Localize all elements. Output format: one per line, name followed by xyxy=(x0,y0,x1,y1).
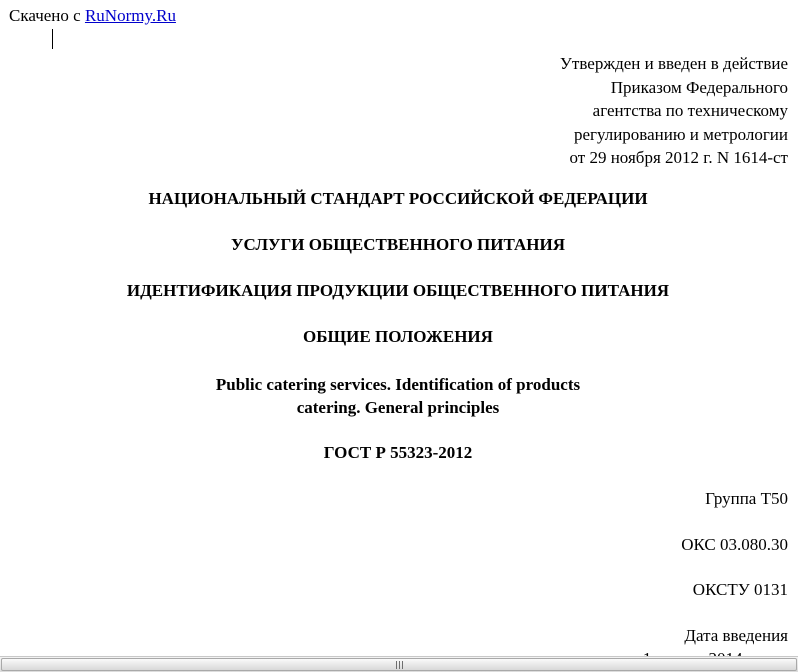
approval-line: регулированию и метрологии xyxy=(573,124,788,144)
general-provisions-title: ОБЩИЕ ПОЛОЖЕНИЯ xyxy=(303,327,493,346)
approval-line: Утвержден и введен в действие xyxy=(559,54,788,73)
services-title: УСЛУГИ ОБЩЕСТВЕННОГО ПИТАНИЯ xyxy=(231,235,565,254)
grip-icon xyxy=(396,661,405,669)
approval-line: агентства по техническому xyxy=(592,101,788,120)
horizontal-scrollbar[interactable] xyxy=(0,656,798,672)
oks-code: ОКС 03.080.30 xyxy=(681,535,788,554)
text-cursor xyxy=(52,29,53,49)
english-title-line: catering. General principles xyxy=(296,398,500,417)
english-title-line: Public catering services. Identification of products xyxy=(215,375,581,394)
group-code: Группа Т50 xyxy=(705,489,788,508)
english-title xyxy=(0,373,796,419)
okstu-code: ОКСТУ 0131 xyxy=(692,580,788,599)
intro-date-label: Дата введения xyxy=(684,626,788,645)
national-standard-title: НАЦИОНАЛЬНЫЙ СТАНДАРТ РОССИЙСКОЙ ФЕДЕРАЦИИ xyxy=(148,189,648,208)
runormy-link[interactable]: RuNormy.Ru xyxy=(84,6,176,25)
approval-line: от 29 ноября 2012 г. N 1614-ст xyxy=(569,148,788,167)
source-prefix: Скачено с xyxy=(9,6,81,25)
approval-line: Приказом Федерального xyxy=(610,77,788,97)
scrollbar-thumb[interactable] xyxy=(1,658,797,671)
source-line xyxy=(9,6,176,26)
approval-block xyxy=(560,52,788,170)
identification-title: ИДЕНТИФИКАЦИЯ ПРОДУКЦИИ ОБЩЕСТВЕННОГО ПИТАНИЯ xyxy=(126,281,670,300)
gost-number: ГОСТ Р 55323-2012 xyxy=(323,443,473,462)
